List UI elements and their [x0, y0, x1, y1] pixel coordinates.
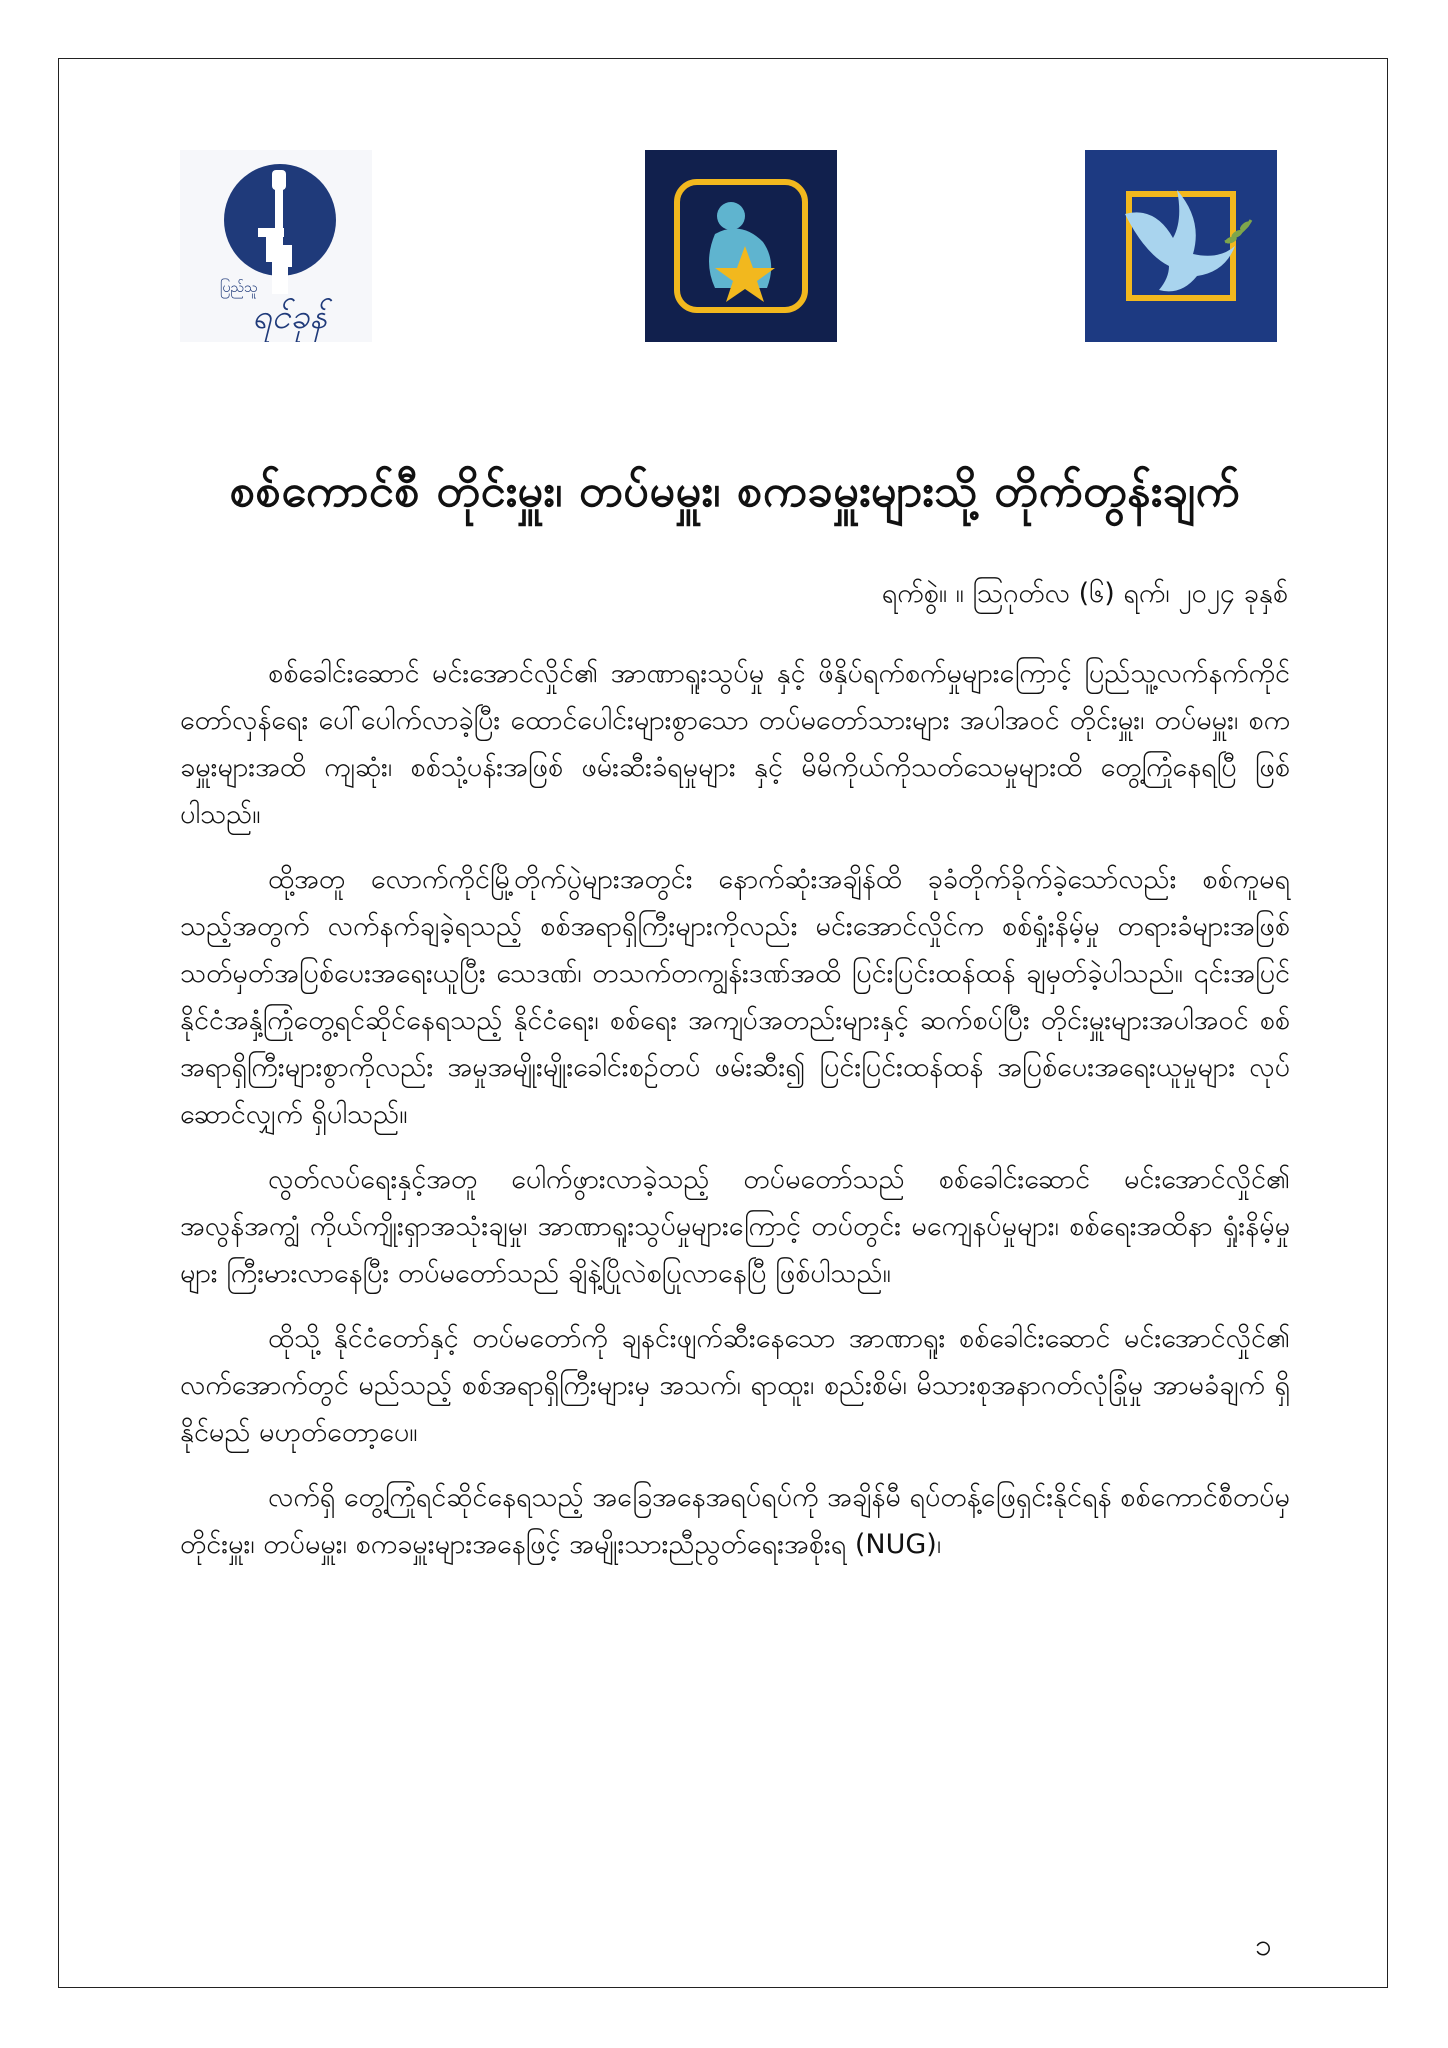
paragraph-2: ထို့အတူ လောက်ကိုင်မြို့တိုက်ပွဲများအတွင်း နောက်ဆုံးအချိန်ထိ ခုခံတိုက်ခိုက်ခဲ့သော်လည်း စစ်ကူမရသည့်အတွက် လက်နက်ချခဲ့ရသည့် စစ်အရာရှိကြီးများကိုလည်း မင်းအောင်လှိုင်က စစ်ရှုံးနိမ့်မှု တရားခံများအဖြစ် သတ်မှတ်အပြစ်ပေးအရေးယူပြီး သေဒဏ်၊ တသက်တကျွန်းဒဏ်အထိ ပြင်းပြင်းထန်ထန် ချမှတ်ခဲ့ပါသည်။ ၎င်းအပြင် နိုင်ငံအနှံ့ကြုံတွေ့ရင်ဆိုင်နေရသည့် နိုင်ငံရေး၊ စစ်ရေး အကျပ်အတည်းများနှင့် ဆက်စပ်ပြီး တိုင်းမှူးများအပါအဝင် စစ်အရာရှိကြီးများစွာကိုလည်း အမှုအမျိုးမျိုးခေါင်းစဉ်တပ် ဖမ်းဆီး၍ ပြင်းပြင်းထန်ထန် အပြစ်ပေးအရေးယူမှုများ လုပ်ဆောင်လျှက် ရှိပါသည်။ — [180, 864, 1290, 1130]
document-body — [180, 650, 1290, 1586]
people-defense-logo — [180, 150, 372, 342]
dove-logo — [1085, 150, 1277, 342]
paragraph-3: လွတ်လပ်ရေးနှင့်အတူ ပေါက်ဖွားလာခဲ့သည့် တပ်မတော်သည် စစ်ခေါင်းဆောင် မင်းအောင်လှိုင်၏ အလွန်အကျွံ ကိုယ်ကျိုးရှာအသုံးချမှု၊ အာဏာရူးသွပ်မှုများကြောင့် တပ်တွင်း မကျေနပ်မှုများ၊ စစ်ရေးအထိနာ ရှုံးနိမ့်မှုများ ကြီးမားလာနေပြီး တပ်မတော်သည် ချိနဲ့ပြိုလဲစပြုလာနေပြီ ဖြစ်ပါသည်။ — [180, 1164, 1290, 1289]
paragraph-5: လက်ရှိ တွေ့ကြုံရင်ဆိုင်နေရသည့် အခြေအနေအရပ်ရပ်ကို အချိန်မီ ရပ်တန့်ဖြေရှင်းနိုင်ရန် စစ်ကောင်စီတပ်မှ တိုင်းမှူး၊ တပ်မမှူး၊ စကခမှူးများအနေဖြင့် အမျိုးသားညီညွတ်ရေးအစိုးရ (NUG)၊ — [180, 1482, 1290, 1560]
svg-text:ရင်ခုန်: ရင်ခုန် — [252, 297, 328, 337]
woman-star-icon — [645, 150, 837, 342]
dove-icon — [1085, 150, 1277, 342]
document-dateline: ရက်စွဲ။ ။ ဩဂုတ်လ (၆) ရက်၊ ၂၀၂၄ ခုနှစ် — [881, 578, 1288, 609]
woman-star-logo — [645, 150, 837, 342]
logo-row — [0, 150, 1448, 350]
svg-text:ပြည်သူ: ပြည်သူ — [220, 280, 258, 296]
paragraph-4: ထိုသို့ နိုင်ငံတော်နှင့် တပ်မတော်ကို ချနင်းဖျက်ဆီးနေသော အာဏာရူး စစ်ခေါင်းဆောင် မင်းအောင်လှိုင်၏ လက်အောက်တွင် မည်သည့် စစ်အရာရှိကြီးများမှ အသက်၊ ရာထူး၊ စည်းစိမ်၊ မိသားစုအနာဂတ်လုံခြုံမှု အာမခံချက် ရှိနိုင်မည် မဟုတ်တော့ပေ။ — [180, 1323, 1290, 1448]
page-number: ၁ — [1255, 1928, 1272, 1963]
paragraph-1: စစ်ခေါင်းဆောင် မင်းအောင်လှိုင်၏ အာဏာရူးသွပ်မှု နှင့် ဖိနှိပ်ရက်စက်မှုများကြောင့် ပြည်သူ့လက်နက်ကိုင်တော်လှန်ရေး ပေါ်ပေါက်လာခဲ့ပြီး ထောင်ပေါင်းများစွာသော တပ်မတော်သားများ အပါအဝင် တိုင်းမှူး၊ တပ်မမှူး၊ စကခမှူးများအထိ ကျဆုံး၊ စစ်သုံ့ပန်းအဖြစ် ဖမ်းဆီးခံရမှုများ နှင့် မိမိကိုယ်ကိုသတ်သေမှုများထိ တွေ့ကြုံနေရပြီ ဖြစ်ပါသည်။ — [180, 658, 1290, 830]
raised-fist-rifle-icon — [180, 150, 372, 342]
document-title: စစ်ကောင်စီ တိုင်းမှူး၊ တပ်မမှူး၊ စကခမှူးများသို့ တိုက်တွန်းချက် — [229, 464, 1241, 517]
